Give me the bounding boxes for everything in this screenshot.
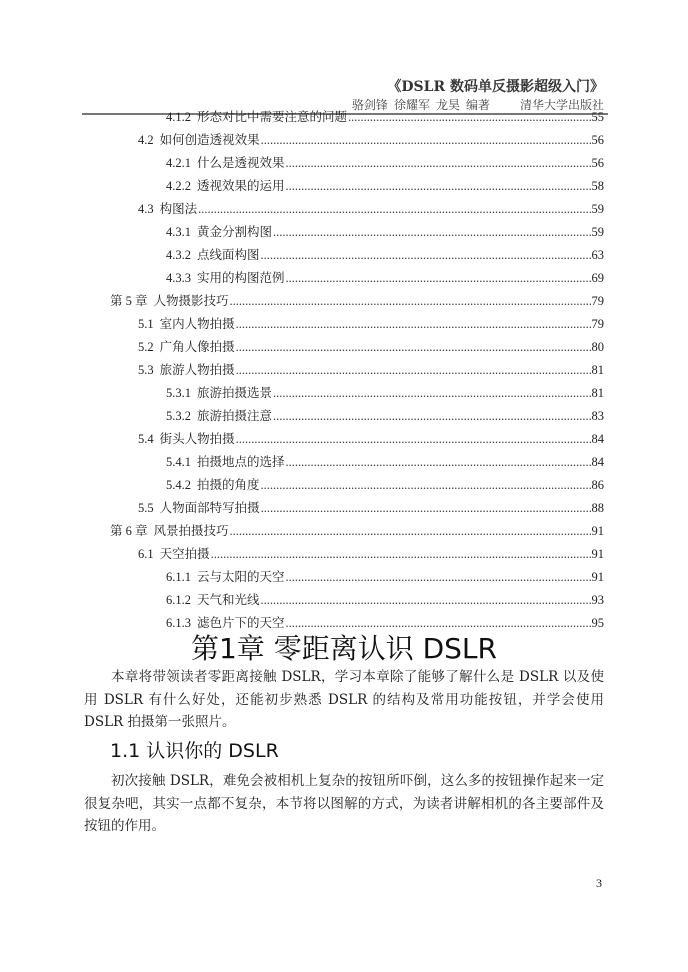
toc-entry — [138, 130, 604, 150]
toc-leader-dots — [261, 130, 591, 150]
toc-leader-dots — [286, 176, 591, 196]
toc-entry-number: 4.3.2 — [166, 248, 191, 262]
toc-entry-page: 56 — [591, 133, 604, 147]
toc-entry — [166, 406, 604, 426]
toc-entry-page: 88 — [591, 501, 604, 515]
toc-entry-page: 59 — [591, 202, 604, 216]
toc-entry-page: 55 — [591, 110, 604, 124]
toc-entry-title: 云与太阳的天空 — [197, 569, 285, 584]
toc-leader-dots — [236, 337, 591, 357]
toc-entry — [166, 176, 604, 196]
toc-entry-page: 58 — [591, 179, 604, 193]
toc-entry-page: 91 — [591, 570, 604, 584]
toc-entry-number: 第 6 章 — [110, 524, 148, 538]
toc-leader-dots — [230, 521, 591, 541]
toc-entry-title: 黄金分割构图 — [197, 224, 273, 239]
toc-leader-dots — [236, 360, 591, 380]
toc-leader-dots — [286, 452, 591, 472]
toc-entry — [166, 452, 604, 472]
toc-entry-page: 84 — [591, 455, 604, 469]
toc-entry-number: 4.1.2 — [166, 110, 191, 124]
toc-entry-title: 形态对比中需要注意的问题 — [197, 109, 348, 124]
toc-entry-number: 5.4.1 — [166, 455, 191, 469]
toc-leader-dots — [236, 314, 591, 334]
toc-entry-title: 拍摄的角度 — [197, 477, 260, 492]
toc-entry-page: 81 — [591, 363, 604, 377]
section-paragraph: 初次接触 DSLR，难免会被相机上复杂的按钮所吓倒，这么多的按钮操作起来一定很复杂吧，其实一点都不复杂，本节将以图解的方式，为读者讲解相机的各主要部件及按钮的作用。 — [84, 773, 604, 834]
toc-entry-title: 什么是透视效果 — [197, 155, 285, 170]
toc-entry-number: 6.1.3 — [166, 616, 191, 630]
toc-entry — [138, 199, 604, 219]
toc-entry-number: 4.2.1 — [166, 156, 191, 170]
toc-entry-page: 86 — [591, 478, 604, 492]
toc-entry — [166, 222, 604, 242]
toc-leader-dots — [198, 199, 590, 219]
toc-entry — [110, 291, 604, 311]
toc-leader-dots — [286, 567, 591, 587]
toc-entry — [166, 475, 604, 495]
toc-entry-title: 拍摄地点的选择 — [197, 454, 285, 469]
toc-entry-title: 滤色片下的天空 — [197, 615, 285, 630]
toc-entry-title: 实用的构图范例 — [197, 270, 285, 285]
toc-entry-number: 5.4.2 — [166, 478, 191, 492]
toc-entry-number: 4.2 — [138, 133, 154, 147]
toc-entry-number: 4.3 — [138, 202, 154, 216]
toc-entry-number: 5.3 — [138, 363, 154, 377]
toc-leader-dots — [348, 107, 590, 127]
toc-leader-dots — [286, 268, 591, 288]
toc-entry-page: 91 — [591, 547, 604, 561]
toc-entry-number: 5.2 — [138, 340, 154, 354]
toc-entry-title: 广角人像拍摄 — [159, 339, 235, 354]
toc-entry-title: 天空拍摄 — [159, 546, 210, 561]
toc-entry — [166, 590, 604, 610]
section-heading: 1.1 认识你的 DSLR — [110, 740, 279, 762]
toc-entry-page: 69 — [591, 271, 604, 285]
toc-entry-page: 79 — [591, 294, 604, 308]
toc-entry-number: 5.3.1 — [166, 386, 191, 400]
toc-entry-title: 室内人物拍摄 — [159, 316, 235, 331]
chapter-title: 第1章 零距离认识 DSLR — [190, 632, 497, 665]
toc-entry-page: 84 — [591, 432, 604, 446]
toc-entry-title: 人物面部特写拍摄 — [159, 500, 260, 515]
author: 龙昊 — [435, 98, 460, 112]
toc-entry-page: 79 — [591, 317, 604, 331]
toc-entry-number: 4.3.3 — [166, 271, 191, 285]
toc-entry-number: 5.5 — [138, 501, 154, 515]
toc-entry-page: 56 — [591, 156, 604, 170]
toc-leader-dots — [273, 383, 590, 403]
toc-entry-page: 80 — [591, 340, 604, 354]
toc-entry-title: 旅游拍摄选景 — [197, 385, 273, 400]
toc-entry — [166, 107, 604, 127]
toc-leader-dots — [261, 590, 591, 610]
toc-entry — [166, 383, 604, 403]
toc-entry — [138, 314, 604, 334]
toc-entry — [166, 245, 604, 265]
toc-entry-title: 风景拍摄技巧 — [153, 523, 229, 538]
toc-entry-title: 人物摄影技巧 — [153, 293, 229, 308]
toc-entry-title: 天气和光线 — [197, 592, 260, 607]
toc-entry-number: 6.1 — [138, 547, 154, 561]
toc-entry-number: 5.3.2 — [166, 409, 191, 423]
toc-entry-page: 81 — [591, 386, 604, 400]
toc-entry-title: 点线面构图 — [197, 247, 260, 262]
toc-entry-page: 63 — [591, 248, 604, 262]
toc-entry — [138, 429, 604, 449]
toc-leader-dots — [273, 222, 590, 242]
toc-entry-number: 第 5 章 — [110, 294, 148, 308]
toc-entry — [138, 498, 604, 518]
toc-leader-dots — [273, 406, 590, 426]
chapter-intro-paragraph: 本章将带领读者零距离接触 DSLR，学习本章除了能够了解什么是 DSLR 以及使用 DSLR 有什么好处，还能初步熟悉 DSLR 的结构及常用功能按钮，并学会使用 DSLR 拍摄第一张照片。 — [84, 669, 604, 730]
toc-entry-number: 5.1 — [138, 317, 154, 331]
toc-entry-title: 旅游人物拍摄 — [159, 362, 235, 377]
toc-entry-page: 93 — [591, 593, 604, 607]
toc-entry-title: 如何创造透视效果 — [159, 132, 260, 147]
author: 徐耀军 — [393, 98, 430, 112]
toc-entry-page: 95 — [591, 616, 604, 630]
toc-leader-dots — [261, 475, 591, 495]
toc-leader-dots — [236, 429, 591, 449]
toc-entry — [110, 521, 604, 541]
toc-entry-page: 91 — [591, 524, 604, 538]
toc-entry — [138, 544, 604, 564]
toc-entry-page: 59 — [591, 225, 604, 239]
toc-entry — [166, 567, 604, 587]
author: 骆剑锋 — [351, 98, 388, 112]
toc-entry-title: 透视效果的运用 — [197, 178, 285, 193]
running-header-title: 《DSLR 数码单反摄影超级入门》 — [387, 79, 604, 95]
toc-entry-title: 构图法 — [159, 201, 198, 216]
page-number: 3 — [596, 876, 602, 890]
toc-entry — [138, 360, 604, 380]
toc-entry-page: 83 — [591, 409, 604, 423]
toc-leader-dots — [261, 498, 591, 518]
publisher: 清华大学出版社 — [519, 98, 604, 112]
toc-entry-number: 5.4 — [138, 432, 154, 446]
toc-entry — [166, 268, 604, 288]
toc-entry-title: 街头人物拍摄 — [159, 431, 235, 446]
author-role: 编著 — [465, 98, 490, 112]
toc-entry-number: 6.1.2 — [166, 593, 191, 607]
toc-entry-number: 4.3.1 — [166, 225, 191, 239]
toc-leader-dots — [230, 291, 591, 311]
toc-entry-number: 4.2.2 — [166, 179, 191, 193]
toc-entry-number: 6.1.1 — [166, 570, 191, 584]
toc-entry-title: 旅游拍摄注意 — [197, 408, 273, 423]
toc-entry — [166, 153, 604, 173]
toc-leader-dots — [261, 245, 591, 265]
toc-leader-dots — [286, 153, 591, 173]
toc-leader-dots — [211, 544, 591, 564]
toc-entry — [138, 337, 604, 357]
